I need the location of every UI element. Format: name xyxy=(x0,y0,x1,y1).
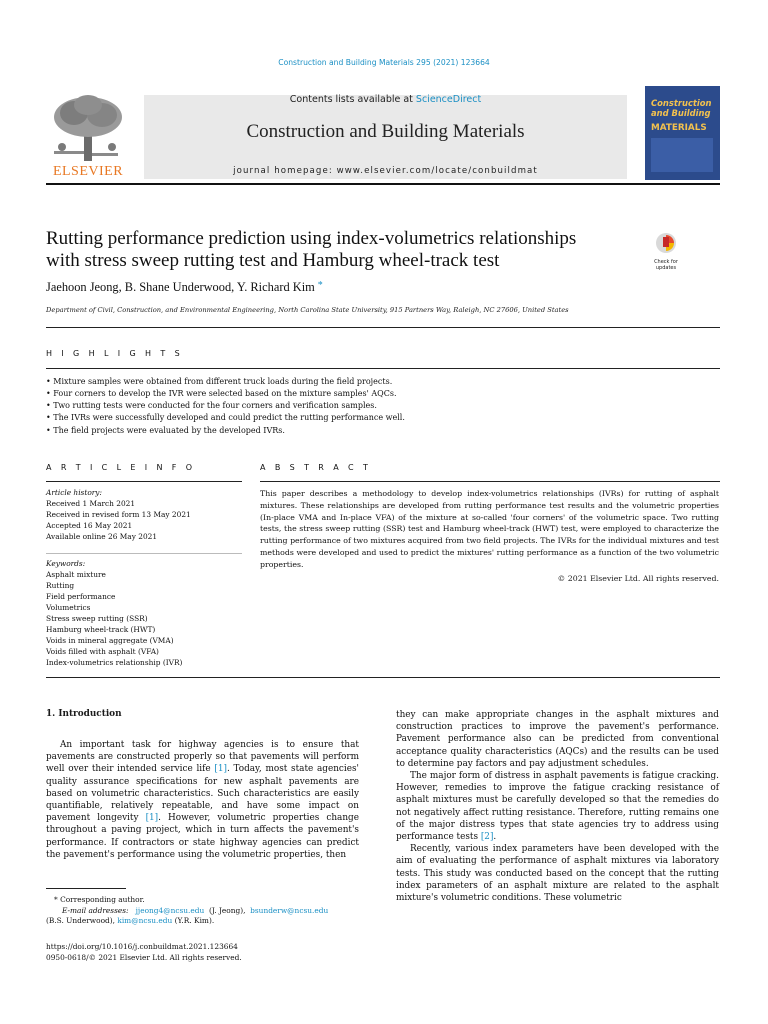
contents-line xyxy=(144,94,627,105)
corresponding-note xyxy=(46,895,359,906)
check-badge-label xyxy=(648,259,684,271)
issn-line: 0950-0618/© 2021 Elsevier Ltd. All rights reserved. xyxy=(46,953,242,962)
abstract-rule xyxy=(260,481,720,482)
highlight-text: The field projects were evaluated by the developed IVRs. xyxy=(53,426,285,435)
email-owner: (Y.R. Kim). xyxy=(174,916,215,926)
cover-title-line1: Construction xyxy=(651,98,712,108)
highlight-item: • Four corners to develop the IVR were selected based on the mixture samples' AQCs. xyxy=(46,389,397,398)
title-line2: with stress sweep rutting test and Hamburg wheel-track test xyxy=(46,249,500,271)
highlights-label: H I G H L I G H T S xyxy=(46,349,184,358)
citation-link[interactable]: [1] xyxy=(214,764,227,775)
journal-title: Construction and Building Materials xyxy=(246,121,525,142)
email-owner: (B.S. Underwood), xyxy=(46,916,115,926)
keyword-item: Hamburg wheel-track (HWT) xyxy=(46,625,156,634)
citation-link[interactable]: [2] xyxy=(480,832,494,843)
email-link[interactable]: bsunderw@ncsu.edu xyxy=(250,905,329,915)
keyword-item: Volumetrics xyxy=(46,603,91,612)
email-link[interactable]: jjeong4@ncsu.edu xyxy=(135,905,205,915)
intro-text: . Today, most state agencies' quality assurance specifications for new asphalt pavements are based on volumetric characteristics. Such characteristics are easily quantifiable, relatively repeatable, and have some impact on pavement longevity xyxy=(46,764,359,824)
intro-right-paragraph: Recently, various index parameters have been developed with the aim of evaluating the performance of asphalt mixtures via laboratory tests. This study was conducted based on the concept that the rutting index parameters of an asphalt mixture are related to the asphalt mixture's volumetric conditions. These volumetric xyxy=(396,844,719,904)
header-rule xyxy=(46,183,720,185)
check-badge-line1: Check for xyxy=(654,259,678,265)
highlight-text: Four corners to develop the IVR were selected based on the mixture samples' AQCs. xyxy=(53,389,397,398)
keywords xyxy=(46,558,246,668)
corresponding-author-mark[interactable]: * xyxy=(317,280,323,291)
elsevier-wordmark: ELSEVIER xyxy=(52,164,124,179)
check-badge-line2: updates xyxy=(655,265,677,271)
author-names: Jaehoon Jeong, B. Shane Underwood, Y. Richard Kim xyxy=(46,280,315,294)
affiliation: Department of Civil, Construction, and Environmental Engineering, North Carolina State University, 915 Partners Way, Raleigh, NC 27606, United States xyxy=(46,306,569,314)
email-label: E-mail addresses: xyxy=(62,905,129,915)
intro-text: An important task for highway agencies is to ensure that pavements are constructed properly so that pavements will perform well over their intended service life xyxy=(46,740,359,775)
keyword-item: Index-volumetrics relationship (IVR) xyxy=(46,658,183,667)
citation-link[interactable]: [1] xyxy=(145,813,159,824)
abstract-label: A B S T R A C T xyxy=(260,463,372,472)
front-matter-rule xyxy=(46,677,720,678)
intro-left-paragraph xyxy=(46,739,359,861)
abstract-text: This paper describes a methodology to develop index-volumetrics relationships (IVRs) for rutting of asphalt mixtures. These relationships are developed from rutting performance test results and the volumetric properties (In-place VMA and In-place VFA) of the mixture at so-called 'four corners' of the volumetric space. Two rutting tests, the stress sweep rutting (SSR) test and Hamburg wheel-track (HWT) test, were employed to characterize the rutting performance of two mixtures acquired from two field projects. The IVRs for the individual mixtures and test methods were developed and used to predict the mixtures' rutting performance as a function of the two volumetric properties. xyxy=(260,489,719,569)
keyword-item: Voids filled with asphalt (VFA) xyxy=(46,647,159,656)
cover-title xyxy=(651,98,712,118)
keyword-item: Stress sweep rutting (SSR) xyxy=(46,614,148,623)
history-label: Article history: xyxy=(46,488,102,497)
highlight-item: • The field projects were evaluated by the developed IVRs. xyxy=(46,426,285,435)
title-line1: Rutting performance prediction using index-volumetrics relationships xyxy=(46,228,577,249)
contents-prefix: Contents lists available at xyxy=(289,94,416,105)
keywords-label: Keywords: xyxy=(46,559,86,568)
keyword-item: Asphalt mixture xyxy=(46,570,106,579)
highlight-item: • Two rutting tests were conducted for the four corners and verification samples. xyxy=(46,401,377,410)
highlights-rule xyxy=(46,368,720,369)
intro-text: The major form of distress in asphalt pavements is fatigue cracking. However, remedies to improve the fatigue cracking resistance of asphalt mixtures must be carefully developed so that the remedies do not negatively affect rutting resistance. Therefore, rutting remains one of the major distress types that state agencies try to address using performance tests xyxy=(396,771,719,843)
check-updates-icon xyxy=(648,231,684,255)
journal-cover xyxy=(645,86,720,180)
paper-title xyxy=(46,228,636,271)
highlight-text: The IVRs were successfully developed and could predict the rutting performance well. xyxy=(53,413,405,422)
affiliation-rule xyxy=(46,327,720,328)
authors xyxy=(46,280,323,295)
intro-text: . xyxy=(493,832,497,843)
email-link[interactable]: kim@ncsu.edu xyxy=(117,916,173,926)
cover-art xyxy=(651,138,713,172)
intro-right-paragraph: they can make appropriate changes in the asphalt mixtures and construction practices to improve the pavement's performance. Pavement performance also can be predicted from conventional acceptance quality characteristics (AQCs) and the results can be used to determine pay factors and pay adjustment schedules. xyxy=(396,710,719,769)
journal-reference[interactable]: Construction and Building Materials 295 (2021) 123664 xyxy=(278,58,490,67)
keyword-item: Field performance xyxy=(46,592,116,601)
email-owner: (J. Jeong), xyxy=(208,905,246,915)
email-line xyxy=(46,916,359,927)
article-info-label: A R T I C L E I N F O xyxy=(46,463,196,472)
abstract-copyright: © 2021 Elsevier Ltd. All rights reserved. xyxy=(557,574,719,583)
footnote-rule xyxy=(46,888,126,889)
keyword-item: Rutting xyxy=(46,581,75,590)
article-info-rule xyxy=(46,481,242,482)
sciencedirect-link[interactable]: ScienceDirect xyxy=(415,94,482,105)
corresponding-label: Corresponding author. xyxy=(60,895,145,904)
email-line xyxy=(46,906,359,917)
doi-link[interactable]: https://doi.org/10.1016/j.conbuildmat.2021.123664 xyxy=(46,942,238,951)
history-item: Received in revised form 13 May 2021 xyxy=(46,510,191,519)
intro-right-column xyxy=(396,709,719,904)
journal-homepage[interactable]: journal homepage: www.elsevier.com/locate/conbuildmat xyxy=(233,166,538,176)
cover-title-line2: and Building xyxy=(651,108,711,118)
footnote-star: * xyxy=(54,895,58,904)
history-item: Available online 26 May 2021 xyxy=(46,532,158,541)
keyword-item: Voids in mineral aggregate (VMA) xyxy=(46,636,174,645)
highlight-item: • Mixture samples were obtained from different truck loads during the field projects. xyxy=(46,377,393,386)
highlight-text: Two rutting tests were conducted for the four corners and verification samples. xyxy=(53,401,377,410)
intro-text: . However, volumetric properties change throughout a paving project, which in turn affects the pavement's performance. If contractors or state highway agencies can predict the pavement's performance using the volumetric properties, then xyxy=(46,813,359,860)
history-item: Accepted 16 May 2021 xyxy=(46,521,133,530)
cover-title-line3: MATERIALS xyxy=(651,123,707,133)
check-for-updates-badge[interactable] xyxy=(648,231,684,269)
history-item: Received 1 March 2021 xyxy=(46,499,136,508)
intro-right-paragraph xyxy=(396,770,719,843)
footnote xyxy=(46,895,359,927)
history-rule xyxy=(46,553,242,554)
highlight-text: Mixture samples were obtained from different truck loads during the field projects. xyxy=(53,377,393,386)
article-history xyxy=(46,487,246,542)
introduction-heading: 1. Introduction xyxy=(46,709,122,719)
highlight-item: • The IVRs were successfully developed and could predict the rutting performance well. xyxy=(46,413,405,422)
